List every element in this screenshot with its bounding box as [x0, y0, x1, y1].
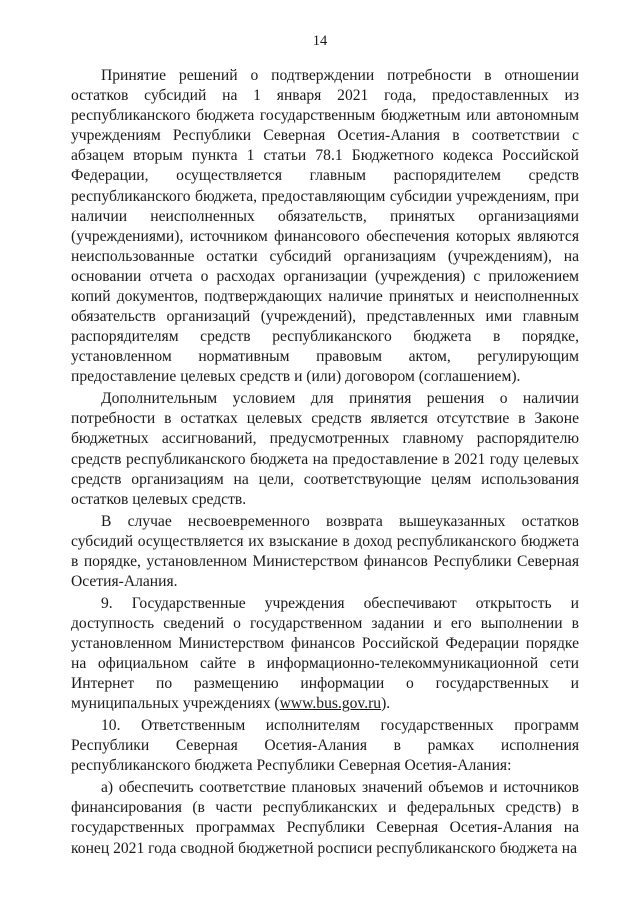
document-body [71, 66, 579, 860]
paragraph-item-10: 10. Ответственным исполнителям государственных программ Республики Северная Осетия-Алания в рамках исполнения республиканского бюджета Республики Северная Осетия-Алания: [71, 717, 579, 775]
bus-gov-link[interactable]: www.bus.gov.ru [279, 695, 382, 713]
paragraph-item-10a: а) обеспечить соответствие плановых значений объемов и источников финансирования (в части республиканских и федеральных средств) в государственных программах Республики Северная Осетия-Алания на конец 2021 года сводной бюджетной росписи республиканского бюджета на [71, 779, 579, 857]
paragraph-additional-condition: Дополнительным условием для принятия решения о наличии потребности в остатках целевых средств является отсутствие в Законе бюджетных ассигнований, предусмотренных главному распорядителю средств республиканского бюджета на предоставление в 2021 году целевых средств организациям на цели, соответствующие целям использования остатков целевых средств. [71, 390, 579, 508]
paragraph-item-9 [71, 594, 579, 715]
paragraph-subsidy-balances: Принятие решений о подтверждении потребности в отношении остатков субсидий на 1 января 2021 года, предоставленных из республиканского бюджета государственным бюджетным или автономным учреждениям Республики Северная Осетия-Алания в соответствии с абзацем вторым пункта 1 статьи 78.1 Бюджетного кодекса Российской Федерации, осуществляется главным распорядителем средств республиканского бюджета, предоставляющим субсидии учреждениям, при наличии неисполненных обязательств, принятых организациями (учреждениями), источником финансового обеспечения которых являются неиспользованные остатки субсидий организациям (учреждениям), на основании отчета о расходах организации (учреждения) с приложением копий документов, подтверждающих наличие принятых и неисполненных обязательств организаций (учреждений), представленных ими главным распорядителям средств республиканского бюджета в порядке, установленном нормативным правовым актом, регулирующим предоставление целевых средств и (или) договором (соглашением). [71, 67, 579, 386]
item-9-text: 9. Государственные учреждения обеспечивают открытость и доступность сведений о государственном задании и его выполнении в установленном Министерством финансов Российской Федерации порядке на официальном сайте в информационно-телекоммуникационной сети Интернет по размещению информации о государственных и муниципальных учреждениях ( [71, 594, 579, 713]
item-9-closing: ). [381, 695, 391, 713]
paragraph-untimely-return: В случае несвоевременного возврата вышеуказанных остатков субсидий осуществляется их взыскание в доход республиканского бюджета в порядке, установленном Министерством финансов Республики Северная Осетия-Алания. [71, 512, 579, 590]
page-number: 14 [312, 33, 328, 49]
